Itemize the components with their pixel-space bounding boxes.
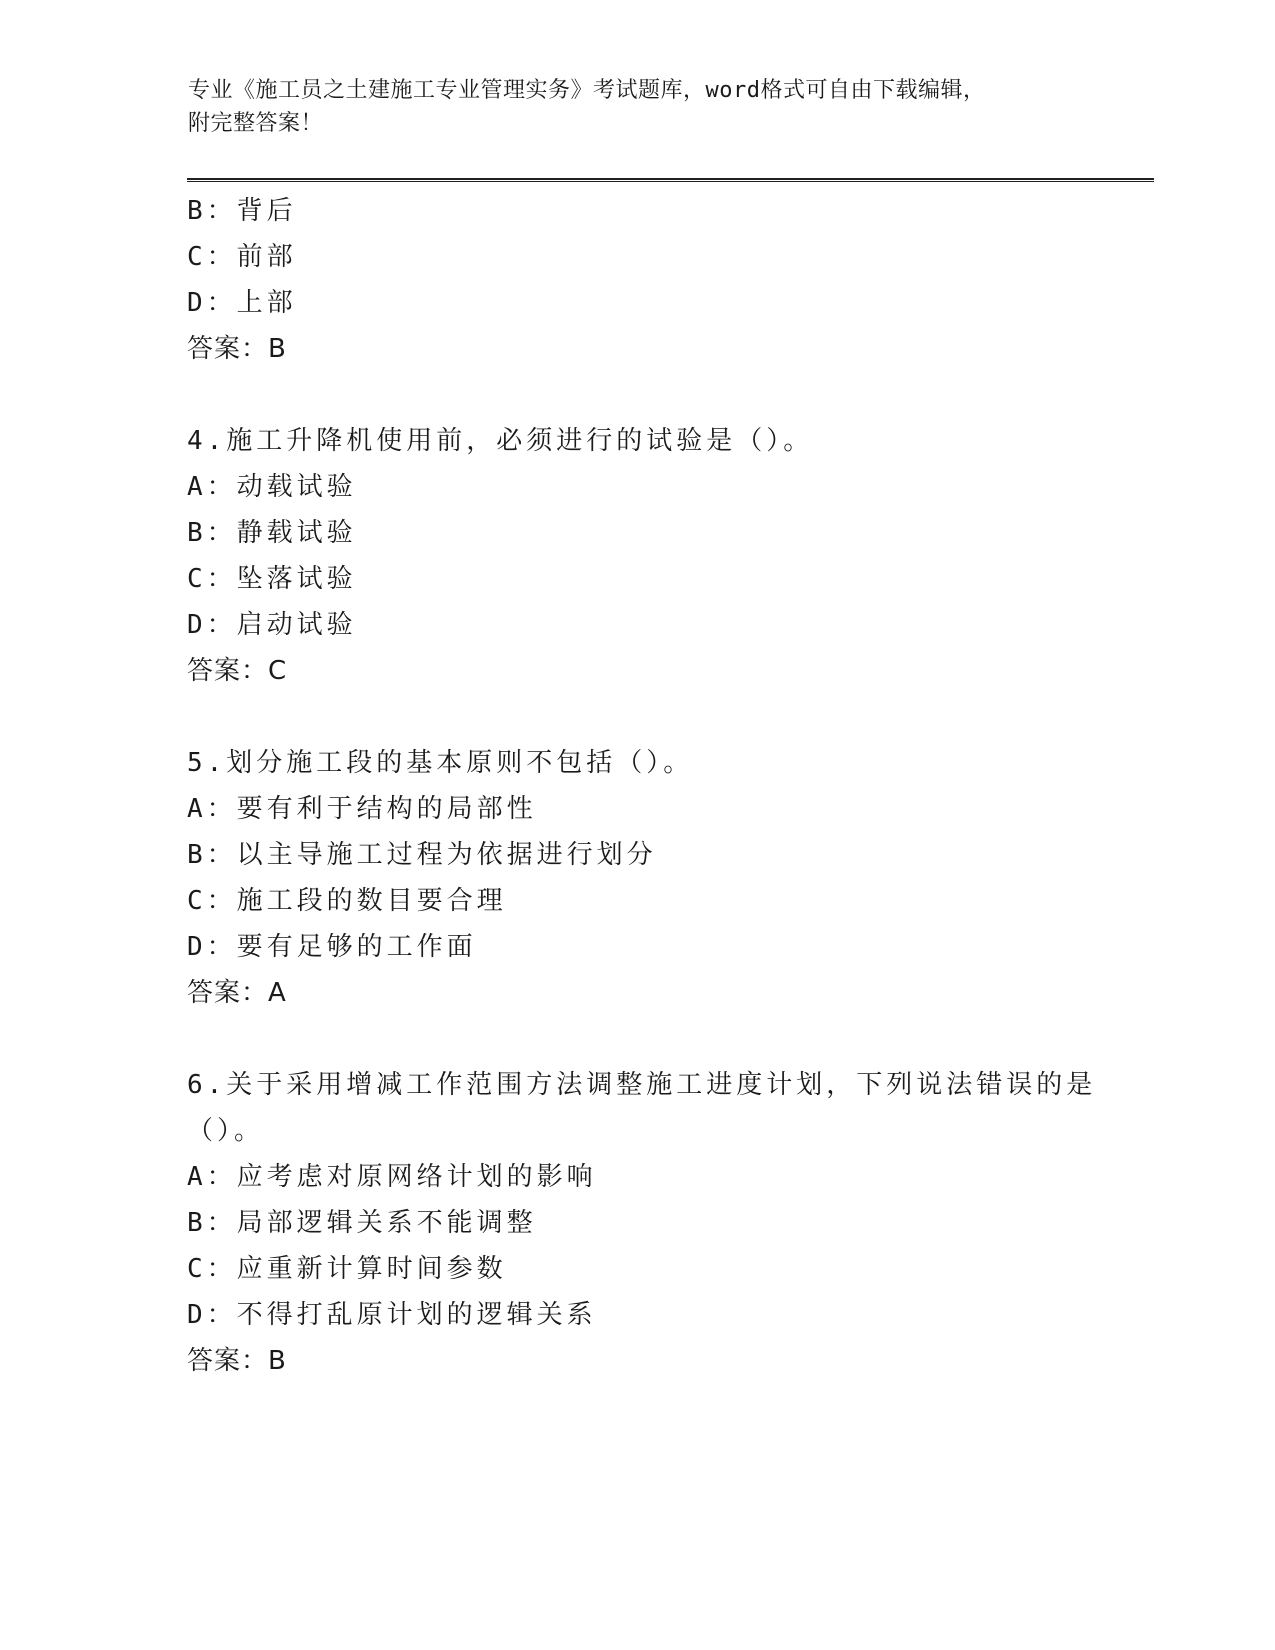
option-letter: D [187,610,207,640]
option-letter: C [187,1254,207,1284]
option-letter: C [187,242,207,272]
spacer [187,1016,1087,1062]
option-letter: B [187,196,207,226]
option-b: B：以主导施工过程为依据进行划分 [187,840,657,870]
question-stem: 5.划分施工段的基本原则不包括（）。 [187,748,694,778]
option-c: C：前部 [187,242,297,272]
option-a: A：动载试验 [187,472,357,502]
option-text: 前部 [236,242,297,272]
question-stem-line-2: （）。 [187,1116,265,1146]
header-line-1: 专业《施工员之土建施工专业管理实务》考试题库，word格式可自由下载编辑， [188,78,986,103]
option-text: 应考虑对原网络计划的影响 [236,1162,597,1192]
option-text: 要有利于结构的局部性 [236,794,537,824]
option-c: C：施工段的数目要合理 [187,886,507,916]
option-letter: A [187,472,207,502]
header-line-2: 附完整答案！ [188,111,324,136]
option-d: D：不得打乱原计划的逻辑关系 [187,1300,597,1330]
option-text: 局部逻辑关系不能调整 [236,1208,537,1238]
option-text: 静载试验 [236,518,357,548]
question-4 [187,418,1087,694]
option-text: 坠落试验 [236,564,357,594]
option-text: 以主导施工过程为依据进行划分 [236,840,657,870]
option-b: B：静载试验 [187,518,357,548]
option-text: 背后 [236,196,297,226]
option-letter: D [187,1300,207,1330]
question-stem: 4.施工升降机使用前，必须进行的试验是（）。 [187,426,814,456]
answer: 答案：B [187,334,287,364]
option-letter: B [187,518,207,548]
option-b: B：背后 [187,196,297,226]
option-letter: B [187,1208,207,1238]
option-letter: D [187,932,207,962]
option-letter: C [187,886,207,916]
answer: 答案：A [187,978,287,1008]
option-d: D：启动试验 [187,610,357,640]
option-c: C：应重新计算时间参数 [187,1254,507,1284]
question-stem-line-1: 6.关于采用增减工作范围方法调整施工进度计划，下列说法错误的是 [187,1070,1097,1100]
option-d: D：上部 [187,288,297,318]
option-text: 上部 [236,288,297,318]
answer: 答案：B [187,1346,287,1376]
option-text: 应重新计算时间参数 [236,1254,507,1284]
option-letter: D [187,288,207,318]
spacer [187,694,1087,740]
header-divider [187,178,1154,182]
option-letter: B [187,840,207,870]
option-b: B：局部逻辑关系不能调整 [187,1208,537,1238]
option-text: 启动试验 [236,610,357,640]
option-letter: A [187,1162,207,1192]
answer: 答案：C [187,656,288,686]
option-text: 动载试验 [236,472,357,502]
spacer [187,372,1087,418]
option-letter: C [187,564,207,594]
question-6 [187,1062,1097,1384]
option-text: 施工段的数目要合理 [236,886,507,916]
question-list [187,188,1097,1384]
option-a: A：应考虑对原网络计划的影响 [187,1162,597,1192]
option-letter: A [187,794,207,824]
document-header [188,74,1068,140]
question-3 [187,188,1087,372]
option-text: 不得打乱原计划的逻辑关系 [236,1300,597,1330]
option-c: C：坠落试验 [187,564,357,594]
option-d: D：要有足够的工作面 [187,932,477,962]
option-text: 要有足够的工作面 [236,932,477,962]
option-a: A：要有利于结构的局部性 [187,794,537,824]
question-5 [187,740,1087,1016]
